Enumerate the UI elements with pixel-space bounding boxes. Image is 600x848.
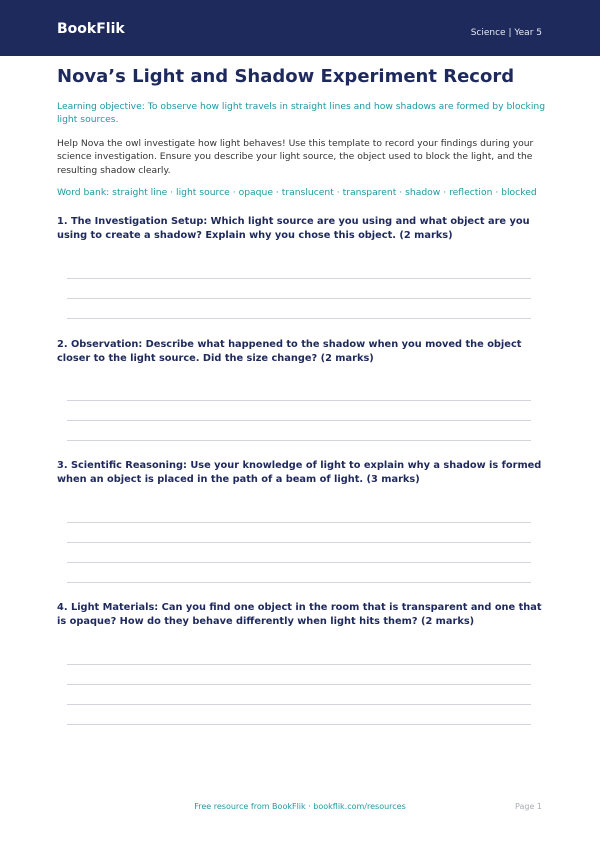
answer-line[interactable] bbox=[67, 542, 531, 543]
answer-line[interactable] bbox=[67, 582, 531, 583]
answer-line[interactable] bbox=[67, 522, 531, 523]
answer-line[interactable] bbox=[67, 420, 531, 421]
footer-credit: Free resource from BookFlik · bookflik.com/resources bbox=[194, 802, 406, 811]
answer-line[interactable] bbox=[67, 724, 531, 725]
learning-objective: Learning objective: To observe how light travels in straight lines and how shadows are formed by blocking light sources. bbox=[57, 101, 546, 126]
page-header bbox=[0, 0, 600, 56]
question-3: 3. Scientific Reasoning: Use your knowledge of light to explain why a shadow is formed when an object is placed in the path of a beam of light. (3 marks) bbox=[57, 460, 542, 486]
page-number: Page 1 bbox=[515, 802, 542, 811]
answer-line[interactable] bbox=[67, 278, 531, 279]
subject-year-label: Science | Year 5 bbox=[470, 28, 542, 38]
question-4: 4. Light Materials: Can you find one object in the room that is transparent and one that is opaque? How do they behave differently when light hits them? (2 marks) bbox=[57, 602, 542, 628]
answer-line[interactable] bbox=[67, 318, 531, 319]
answer-line[interactable] bbox=[67, 400, 531, 401]
page-title: Nova’s Light and Shadow Experiment Record bbox=[57, 66, 515, 87]
answer-line[interactable] bbox=[67, 562, 531, 563]
answer-line[interactable] bbox=[67, 298, 531, 299]
answer-line[interactable] bbox=[67, 704, 531, 705]
answer-line[interactable] bbox=[67, 684, 531, 685]
word-bank: Word bank: straight line · light source · opaque · translucent · transparent · shadow · reflection · blocked bbox=[57, 187, 537, 198]
brand-logo: BookFlik bbox=[57, 21, 125, 37]
intro-text: Help Nova the owl investigate how light behaves! Use this template to record your findings during your science investigation. Ensure you describe your light source, the object used to block the light, and the resulting shadow clearly. bbox=[57, 138, 534, 176]
question-2: 2. Observation: Describe what happened to the shadow when you moved the object closer to the light source. Did the size change? (2 marks) bbox=[57, 339, 522, 365]
answer-line[interactable] bbox=[67, 440, 531, 441]
answer-line[interactable] bbox=[67, 664, 531, 665]
question-1: 1. The Investigation Setup: Which light source are you using and what object are you using to create a shadow? Explain why you chose this object. (2 marks) bbox=[57, 216, 530, 242]
